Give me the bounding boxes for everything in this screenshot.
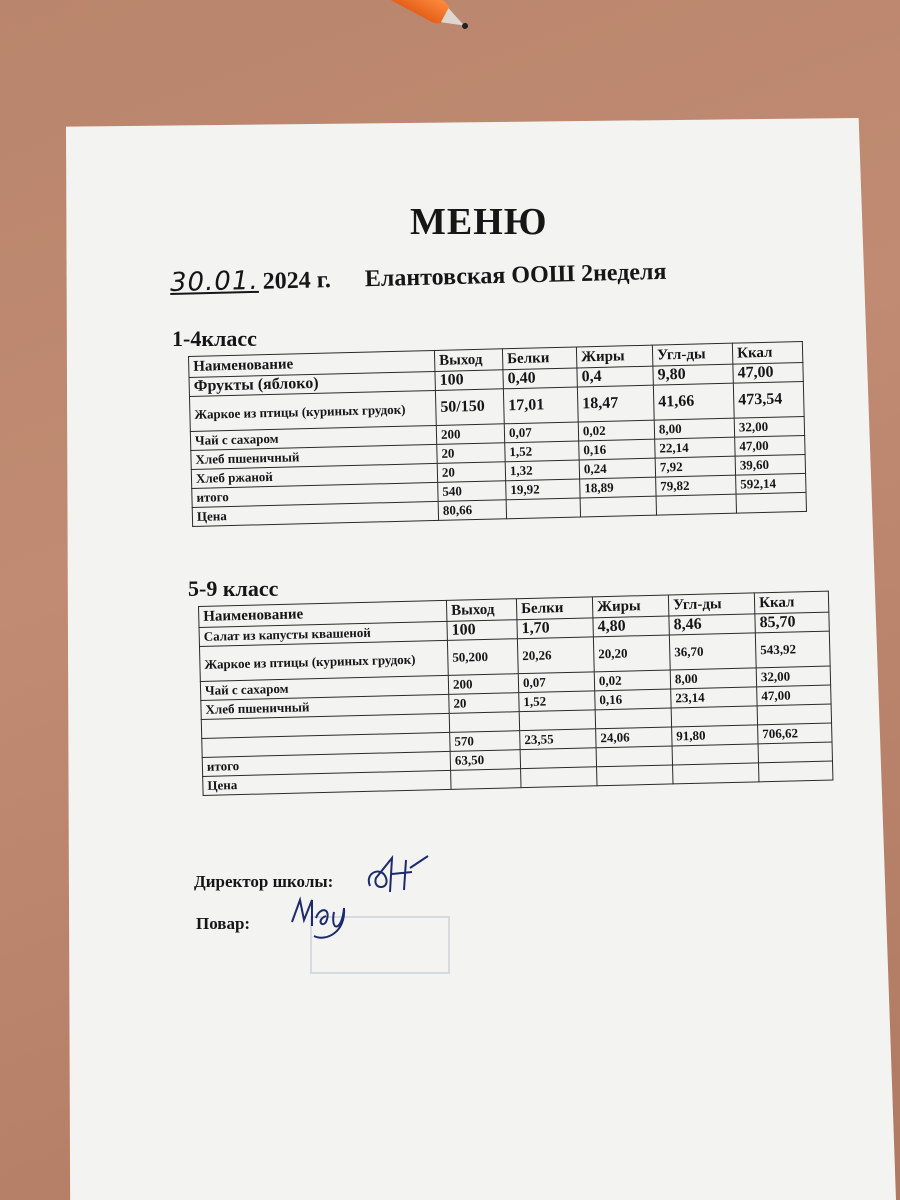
dish-protein: 0,07 [518,672,594,693]
dish-protein: 1,52 [519,691,595,712]
dish-name: Салат из капусты квашеной [199,621,447,646]
total-output: 570 [450,731,520,752]
dish-name: Хлеб ржаной [191,463,437,488]
price-value: 80,66 [438,500,506,521]
dish-name: Жаркое из птицы (куриных грудок) [189,390,436,431]
price-label: Цена [203,770,451,795]
empty-cell [596,746,672,767]
empty-cell [673,763,759,784]
empty-cell [671,706,757,727]
dish-output: 200 [448,674,518,695]
dish-kcal: 85,70 [755,612,829,633]
empty-cell [757,704,831,725]
dish-protein: 1,32 [505,460,579,481]
header-carbs: Угл-ды [652,343,732,366]
dish-protein: 17,01 [503,387,578,424]
dish-carbs: 8,00 [670,668,756,689]
dish-fat: 20,20 [593,635,670,672]
header-kcal: Ккал [732,341,802,364]
school-name: Елантовская ООШ 2неделя [364,258,667,293]
price-label: Цена [192,501,438,526]
header-fat: Жиры [592,595,668,618]
empty-cell [521,767,597,788]
dish-protein: 0,40 [503,368,577,389]
empty-cell [449,712,519,733]
director-label: Директор школы: [194,872,334,891]
total-fat: 18,89 [580,477,656,498]
dish-fat: 0,4 [577,366,653,387]
dish-kcal: 473,54 [733,381,804,418]
empty-cell [520,748,596,769]
price-value: 63,50 [450,750,520,771]
page-title: МЕНЮ [410,201,548,243]
empty-cell [736,492,806,513]
dish-carbs: 7,92 [655,456,735,477]
dish-fat: 0,16 [579,439,655,460]
total-label: итого [202,751,450,776]
dish-kcal: 47,00 [757,685,831,706]
dish-carbs: 36,70 [669,633,756,670]
dish-carbs: 22,14 [655,437,735,458]
dish-carbs: 23,14 [671,687,757,708]
section-title-1-4: 1-4класс [172,326,257,351]
header-kcal: Ккал [754,591,828,614]
menu-table-1-4 [188,341,807,527]
empty-cell [597,765,673,786]
dish-name: Хлеб пшеничный [201,694,449,719]
total-label: итого [192,482,438,507]
dish-kcal: 32,00 [756,666,830,687]
dish-name: Чай с сахаром [200,675,448,700]
dish-fat: 0,16 [595,689,671,710]
total-kcal: 706,62 [758,723,832,744]
handwritten-date: 30.01. [169,265,260,298]
dish-output: 20 [437,462,505,483]
header-name: Наименование [199,600,447,627]
dish-fat: 0,24 [579,458,655,479]
dish-name: Чай с сахаром [190,425,436,450]
empty-cell [506,498,580,519]
dish-output: 50/150 [435,389,504,426]
dish-fat: 18,47 [577,385,654,422]
dish-output: 20 [449,693,519,714]
dish-name: Жаркое из птицы (куриных грудок) [199,640,448,681]
dish-carbs: 8,46 [669,614,755,635]
dish-output: 20 [437,443,505,464]
dish-fat: 4,80 [593,616,669,637]
date-line [170,256,667,298]
director-signature [362,850,432,898]
dish-carbs: 41,66 [653,383,734,420]
empty-cell [519,710,595,731]
empty-cell [580,496,656,517]
total-protein: 19,92 [506,479,580,500]
dish-protein: 1,52 [505,441,579,462]
cook-label: Повар: [196,914,251,933]
total-fat: 24,06 [596,727,672,748]
dish-carbs: 9,80 [653,364,733,385]
header-carbs: Угл-ды [668,593,754,616]
header-protein: Белки [502,347,576,370]
header-output: Выход [434,349,502,372]
dish-protein: 20,26 [517,637,594,674]
total-output: 540 [438,481,506,502]
empty-cell [758,742,832,763]
dish-output: 50,200 [447,639,518,676]
year: 2024 г. [262,267,332,295]
dish-output: 100 [435,370,503,391]
dish-name: Хлеб пшеничный [191,444,437,469]
empty-cell [758,761,832,782]
total-protein: 23,55 [520,729,596,750]
dish-kcal: 32,00 [734,416,804,437]
dish-output: 200 [436,424,504,445]
dish-fat: 0,02 [594,670,670,691]
total-carbs: 79,82 [656,475,736,496]
header-output: Выход [446,599,516,622]
header-name: Наименование [189,350,435,377]
total-kcal: 592,14 [736,473,806,494]
total-carbs: 91,80 [672,725,758,746]
dish-kcal: 47,00 [733,362,803,383]
empty-cell [595,708,671,729]
dish-output: 100 [447,620,517,641]
empty-cell [451,769,521,790]
cook-signature [286,892,366,944]
dish-carbs: 8,00 [654,418,734,439]
section-title-5-9: 5-9 класс [188,576,279,601]
empty-cell [656,494,736,515]
menu-table-5-9 [198,591,833,796]
dish-name: Фрукты (яблоко) [189,371,435,396]
header-fat: Жиры [576,345,652,368]
empty-cell [672,744,758,765]
dish-protein: 0,07 [504,422,578,443]
dish-kcal: 47,00 [735,435,805,456]
header-protein: Белки [516,597,592,620]
dish-fat: 0,02 [578,420,654,441]
dish-kcal: 39,60 [735,454,805,475]
dish-kcal: 543,92 [755,631,830,668]
dish-protein: 1,70 [517,618,593,639]
